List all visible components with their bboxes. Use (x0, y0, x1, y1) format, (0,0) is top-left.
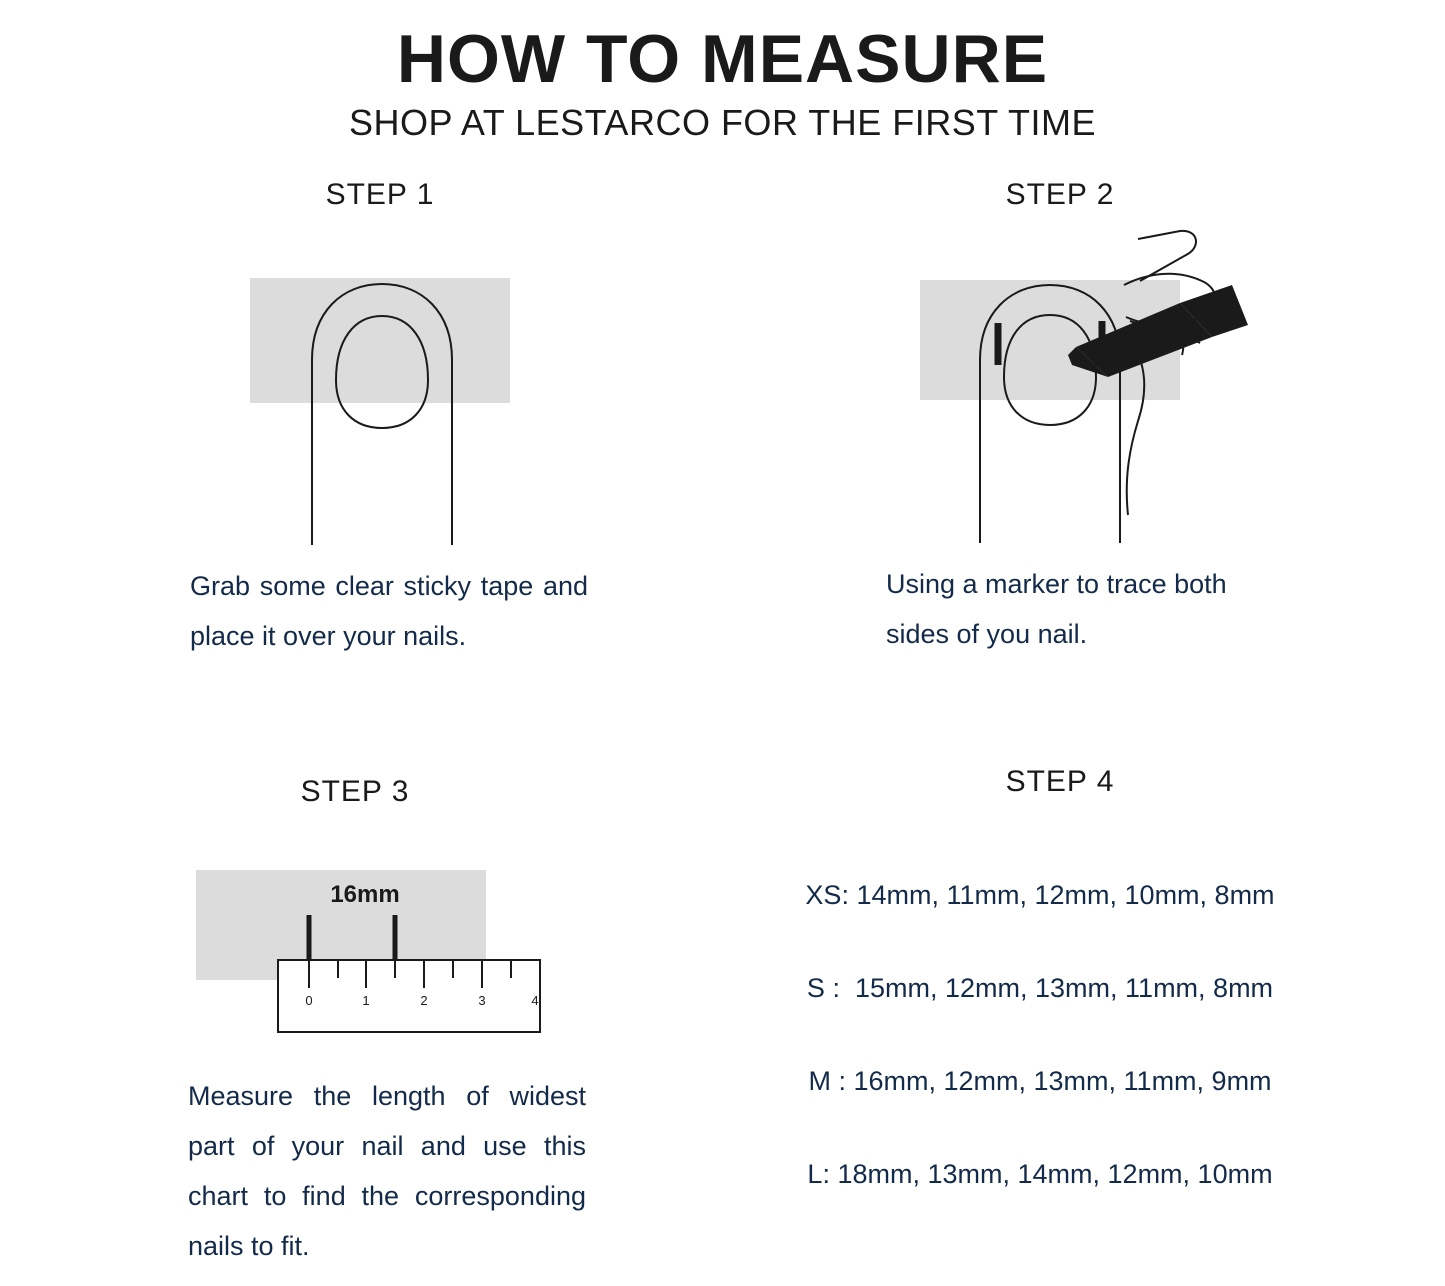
step-2-illustration (880, 225, 1300, 545)
size-chart-key-s: S (806, 973, 825, 1003)
size-chart-row-m (760, 1066, 1320, 1097)
size-chart-list (760, 880, 1320, 1190)
size-chart-values-l: 18mm, 13mm, 14mm, 12mm, 10mm (837, 1159, 1273, 1189)
step-3-caption: Measure the length of widest part of your nail and use this chart to find the corresponding nails to fit. (188, 1081, 586, 1261)
size-chart-key-l: L (807, 1159, 823, 1189)
size-chart-row-l (760, 1159, 1320, 1190)
step-1-caption: Grab some clear sticky tape and place it over your nails. (190, 571, 588, 651)
ruler-tick-4: 4 (531, 993, 539, 1008)
ruler-tick-0: 0 (305, 993, 313, 1008)
size-chart-separator-xs: : (841, 880, 849, 910)
page-title: HOW TO MEASURE (396, 21, 1049, 97)
step-3-illustration (190, 860, 580, 1060)
step-2-caption: Using a marker to trace both sides of you nail. (886, 569, 1227, 649)
size-chart-separator-m: : (838, 1066, 846, 1096)
size-chart-row-s (760, 973, 1320, 1004)
hand-with-marker-icon (880, 225, 1300, 545)
measurement-label: 16mm (330, 881, 400, 908)
size-chart-key-xs: XS (805, 880, 842, 910)
step-4-label: STEP 4 (1005, 765, 1115, 798)
ruler-tick-3: 3 (478, 993, 486, 1008)
size-chart-values-s: 15mm, 12mm, 13mm, 11mm, 8mm (854, 973, 1274, 1003)
ruler-measuring-icon (190, 860, 580, 1060)
size-chart-key-m: M (808, 1066, 831, 1096)
page-subtitle: SHOP AT LESTARCO FOR THE FIRST TIME (349, 102, 1096, 144)
step-1-illustration (190, 250, 590, 550)
ruler-tick-2: 2 (420, 993, 428, 1008)
size-chart-row-xs (760, 880, 1320, 911)
step-2-label: STEP 2 (1005, 178, 1115, 211)
size-chart-values-xs: 14mm, 11mm, 12mm, 10mm, 8mm (856, 880, 1275, 910)
step-3-label: STEP 3 (300, 775, 410, 808)
size-chart-separator-s: : (832, 973, 840, 1003)
step-1-label: STEP 1 (325, 178, 435, 211)
ruler-tick-1: 1 (362, 993, 370, 1008)
size-chart-separator-l: : (822, 1159, 830, 1189)
finger-with-tape-icon (190, 250, 590, 550)
size-chart-values-m: 16mm, 12mm, 13mm, 11mm, 9mm (853, 1066, 1272, 1096)
